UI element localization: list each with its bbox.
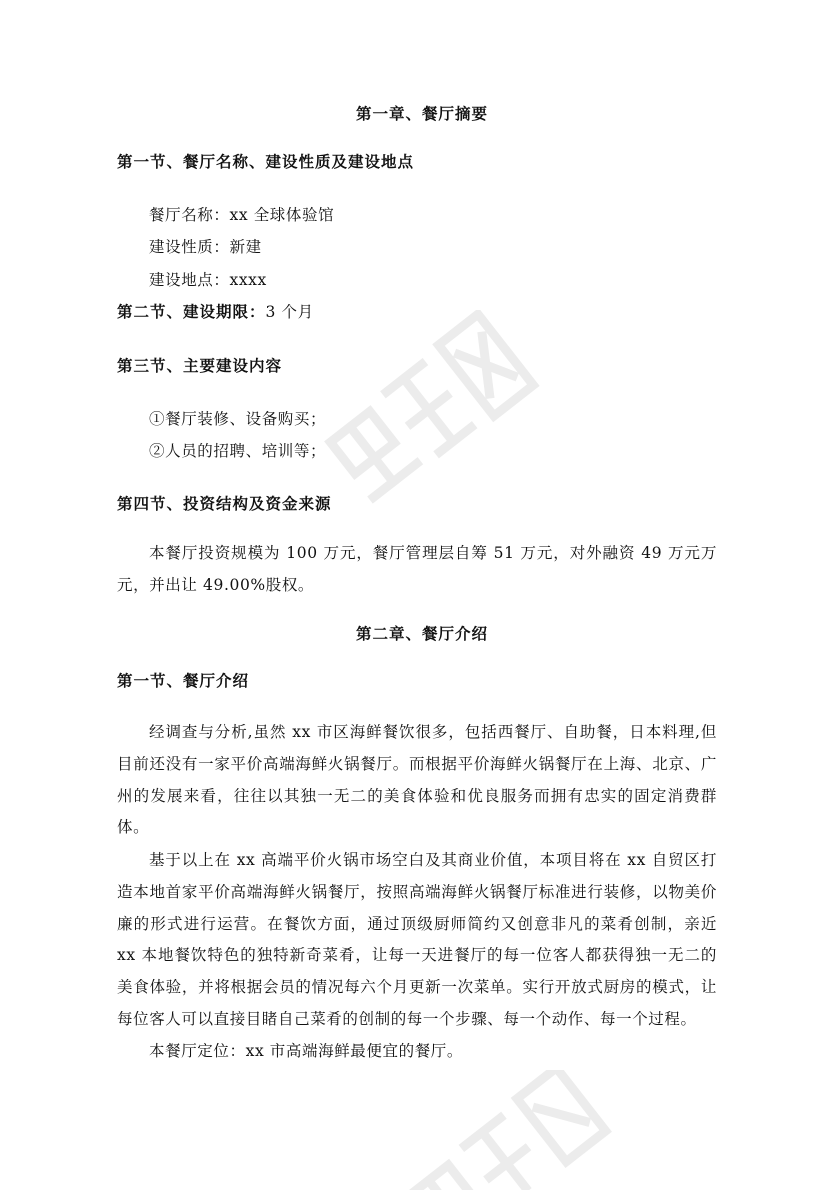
body-paragraph: 本餐厅定位：xx 市高端海鲜最便宜的餐厅。 (149, 1042, 464, 1060)
list-item: ②人员的招聘、培训等； (149, 442, 327, 460)
watermark-stamp (360, 1070, 640, 1190)
investment-paragraph: 本餐厅投资规模为 100 万元，餐厅管理层自筹 51 万元，对外融资 49 万元万元，并出让 49.00%股权。 (117, 544, 717, 594)
restaurant-name-line: 餐厅名称：xx 全球体验馆 (149, 206, 335, 224)
body-paragraph: 经调查与分析,虽然 xx 市区海鲜餐饮很多，包括西餐厅、自助餐，日本料理,但目前还没有一家平价高端海鲜火锅餐厅。而根据平价海鲜火锅餐厅在上海、北京、广州的发展来看，往往以其独一无二的美食体验和优良服务而拥有忠实的固定消费群体。 (117, 723, 717, 837)
section-heading: 第三节、主要建设内容 (117, 356, 283, 375)
section-heading: 第一节、餐厅名称、建设性质及建设地点 (117, 152, 415, 171)
section-heading: 第四节、投资结构及资金来源 (117, 494, 332, 513)
construction-nature-line: 建设性质：新建 (149, 238, 262, 256)
watermark-stamp (300, 310, 580, 530)
chapter-title: 第一章、餐厅摘要 (356, 104, 489, 123)
section-heading: 第二节、建设期限： (117, 302, 266, 321)
body-paragraph: 基于以上在 xx 高端平价火锅市场空白及其商业价值，本项目将在 xx 自贸区打造本地首家平价高端海鲜火锅餐厅，按照高端海鲜火锅餐厅标准进行装修，以物美价廉的形式进行运营。在餐饮方面，通过顶级厨师简约又创意非凡的菜肴创制，亲近 xx 本地餐饮特色的独特新奇菜肴，让每一天进餐厅的每一位客人都获得独一无二的美食体验，并将根据会员的情况每六个月更新一次菜单。实行开放式厨房的模式，让每位客人可以直接目睹自己菜肴的创制的每一个步骤、每一个动作、每一个过程。 (117, 851, 717, 1028)
construction-period-value: 3 个月 (265, 303, 314, 321)
chapter-title: 第二章、餐厅介绍 (356, 624, 489, 643)
construction-location-line: 建设地点：xxxx (149, 271, 267, 289)
construction-period-line (117, 300, 314, 322)
section-heading: 第一节、餐厅介绍 (117, 671, 250, 690)
list-item: ①餐厅装修、设备购买； (149, 410, 327, 428)
